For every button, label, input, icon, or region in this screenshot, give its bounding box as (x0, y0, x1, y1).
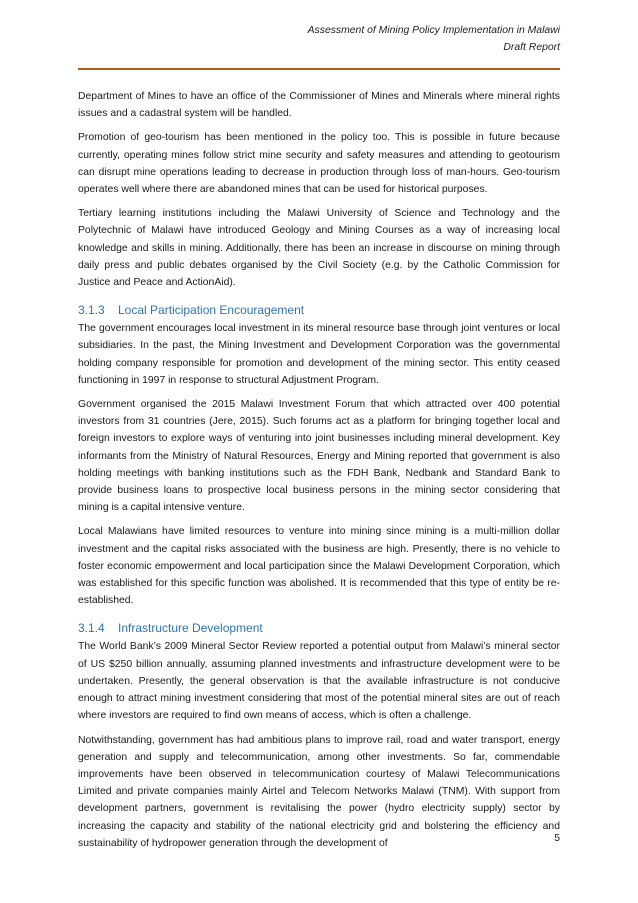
header-divider (78, 68, 560, 70)
section-3-1-4-paragraph-2: Notwithstanding, government has had ambitious plans to improve rail, road and water transport, energy generation and supply and telecommunication, among other investments. So far, commendable improvements have been observed in telecommunication courtesy of Malawi Telecommunications Limited and private companies mainly Airtel and Telecom Networks Malawi (TNM). With support from development partners, government is revitalising the power (hydro electricity supply) sector by increasing the capacity and stability of the national electricity grid and bolstering the efficiency and sustainability of hydropower generation through the development of (78, 734, 560, 849)
section-3-1-3-paragraph-1: The government encourages local investment in its mineral resource base through joint ventures or local subsidiaries. In the past, the Mining Investment and Development Corporation was the governmental holding company responsible for promotion and development of the mining sector. This entity ceased functioning in 1997 in response to structural Adjustment Program. (78, 323, 560, 386)
section-3-1-3-paragraph-2: Government organised the 2015 Malawi Investment Forum that which attracted over 400 potential investors from 31 countries (Jere, 2015). Such forums act as a platform for bringing together local and foreign investors to explore ways of venturing into joint businesses including mineral development. Key informants from the Ministry of Natural Resources, Energy and Mining reported that government is also holding meetings with banking institutions such as the FDH Bank, Nedbank and Standard Bank to provide business loans to prospective local business persons in the mining sector considering that mining is a capital intensive venture. (78, 399, 560, 514)
intro-paragraph-3: Tertiary learning institutions including the Malawi University of Science and Technology and the Polytechnic of Malawi have introduced Geology and Mining Courses as a way of increasing local knowledge and skills in mining. Additionally, there has been an increase in discourse on mining through daily press and public debates organised by the Civil Society (e.g. by the Catholic Commission for Justice and Peace and ActionAid). (78, 208, 560, 289)
page-number: 5 (554, 833, 560, 844)
section-number: 3.1.3 (78, 303, 105, 318)
section-heading-3-1-4 (78, 620, 560, 637)
section-number: 3.1.4 (78, 621, 105, 636)
header-title: Assessment of Mining Policy Implementation in Malawi (307, 25, 560, 36)
section-title: Infrastructure Development (118, 621, 263, 636)
running-header (308, 22, 560, 56)
page-body (78, 88, 560, 859)
header-subtitle: Draft Report (503, 42, 560, 53)
intro-paragraph-1: Department of Mines to have an office of the Commissioner of Mines and Minerals where mineral rights issues and a cadastral system will be handled. (78, 91, 560, 120)
section-heading-3-1-3 (78, 302, 560, 319)
intro-paragraph-2: Promotion of geo-tourism has been mentioned in the policy too. This is possible in future because currently, operating mines follow strict mine security and safety measures and attending to geotourism can disrupt mine operations leading to decrease in production through loss of man-hours. Geo-tourism operates well where there are abandoned mines that can be used for historical purposes. (78, 132, 560, 196)
section-3-1-3-paragraph-3: Local Malawians have limited resources to venture into mining since mining is a multi-million dollar investment and the capital risks associated with the business are high. Presently, there is no vehicle to foster economic empowerment and local participation since the Malawi Development Corporation, which was established for this specific function was abolished. It is recommended that this type of entity be re-established. (78, 526, 560, 607)
section-title: Local Participation Encouragement (118, 303, 305, 318)
section-3-1-4-paragraph-1: The World Bank’s 2009 Mineral Sector Review reported a potential output from Malawi’s mineral sector of US $250 billion annually, assuming planned investments and infrastructure development were to be undertaken. Presently, the general observation is that the available infrastructure is not conducive enough to attract mining investment considering that most of the potential mineral sites are out of reach where investors are required to find own means of access, which is often a challenge. (78, 641, 560, 722)
